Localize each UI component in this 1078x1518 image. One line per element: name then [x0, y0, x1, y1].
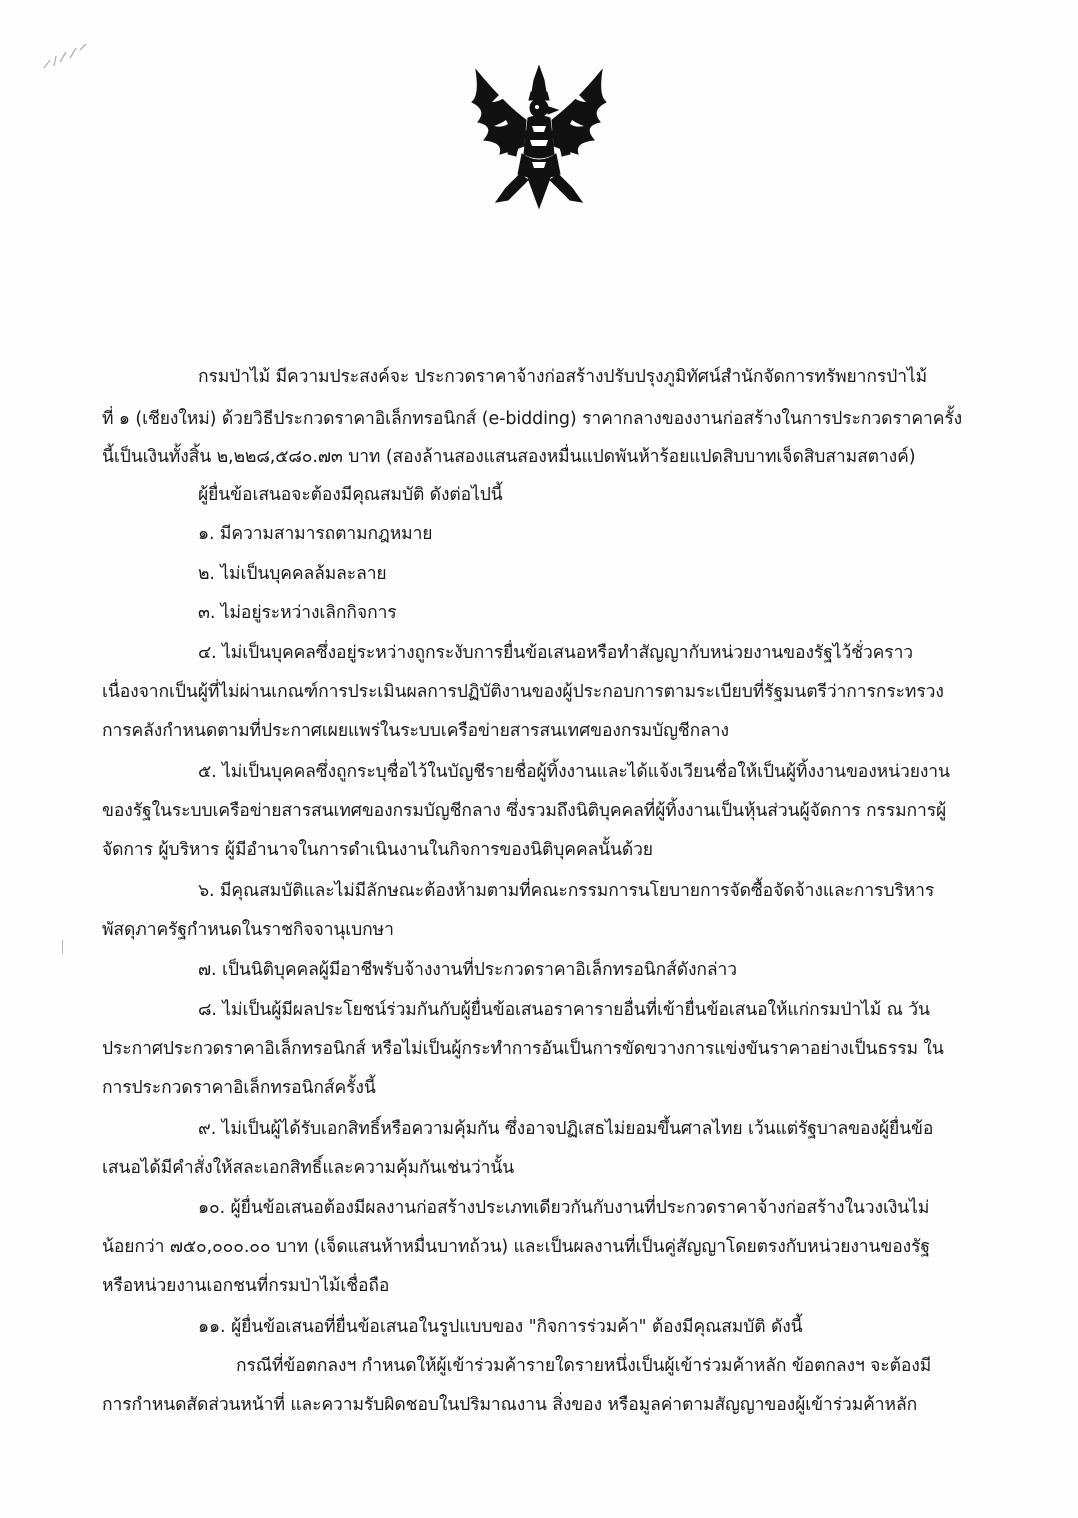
scan-mark-icon: [36, 38, 96, 78]
qualification-item-10-line-3: หรือหน่วยงานเอกชนที่กรมป่าไม้เชื่อถือ: [102, 1276, 390, 1296]
qualification-item-9-line-2: เสนอได้มีคำสั่งให้สละเอกสิทธิ์และความคุ้มกันเช่นว่านั้น: [102, 1158, 515, 1178]
intro-line-1: กรมป่าไม้ มีความประสงค์จะ ประกวดราคาจ้างก่อสร้างปรับปรุงภูมิทัศน์สำนักจัดการทรัพยากรป่าไม้: [198, 367, 928, 387]
qualification-item-8-line-1: ๘. ไม่เป็นผู้มีผลประโยชน์ร่วมกันกับผู้ยื่นข้อเสนอราคารายอื่นที่เข้ายื่นข้อเสนอให้แก่กรมป่าไม้ ณ วัน: [198, 1000, 930, 1020]
qualification-item-5-line-2: ของรัฐในระบบเครือข่ายสารสนเทศของกรมบัญชีกลาง ซึ่งรวมถึงนิติบุคคลที่ผู้ทิ้งงานเป็นหุ้นส่วนผู้จัดการ กรรมการผู้: [102, 801, 947, 821]
subject-line-1: [0, 258, 1078, 282]
subject-line-2: [0, 296, 1078, 320]
joint-venture-line-2: การกำหนดสัดส่วนหน้าที่ และความรับผิดชอบในปริมาณงาน สิ่งของ หรือมูลค่าตามสัญญาของผู้เข้าร่วมค้าหลัก: [102, 1395, 918, 1415]
garuda-emblem-icon: [462, 62, 616, 212]
qualification-item-5-line-3: จัดการ ผู้บริหาร ผู้มีอำนาจในการดำเนินงานในกิจการของนิติบุคคลนั้นด้วย: [102, 840, 653, 860]
qualification-item-6-line-2: พัสดุภาครัฐกำหนดในราชกิจจานุเบกษา: [102, 920, 394, 940]
qualification-item-6-line-1: ๖. มีคุณสมบัติและไม่มีลักษณะต้องห้ามตามที่คณะกรรมการนโยบายการจัดซื้อจัดจ้างและการบริหาร: [198, 881, 935, 901]
qualification-item-2: ๒. ไม่เป็นบุคคลล้มละลาย: [198, 564, 387, 584]
scan-margin-mark: [62, 940, 63, 954]
qualification-item-7: ๗. เป็นนิติบุคคลผู้มีอาชีพรับจ้างงานที่ประกวดราคาอิเล็กทรอนิกส์ดังกล่าว: [198, 960, 737, 980]
qualification-heading: ผู้ยื่นข้อเสนอจะต้องมีคุณสมบัติ ดังต่อไปนี้: [198, 485, 503, 505]
qualification-item-10-line-2: น้อยกว่า ๗๕๐,๐๐๐.๐๐ บาท (เจ็ดแสนห้าหมื่นบาทถ้วน) และเป็นผลงานที่เป็นคู่สัญญาโดยตรงกับหน่วยงานของรัฐ: [102, 1237, 930, 1257]
qualification-item-1: ๑. มีความสามารถตามกฎหมาย: [198, 524, 433, 544]
intro-line-2: ที่ ๑ (เชียงใหม่) ด้วยวิธีประกวดราคาอิเล็กทรอนิกส์ (e-bidding) ราคากลางของงานก่อสร้างในการประกวดราคาครั้ง: [102, 409, 963, 429]
qualification-item-4-line-3: การคลังกำหนดตามที่ประกาศเผยแพร่ในระบบเครือข่ายสารสนเทศของกรมบัญชีกลาง: [102, 721, 729, 741]
qualification-item-10-line-1: ๑๐. ผู้ยื่นข้อเสนอต้องมีผลงานก่อสร้างประเภทเดียวกันกับงานที่ประกวดราคาจ้างก่อสร้างในวงเงินไม่: [198, 1198, 930, 1218]
qualification-item-5-line-1: ๕. ไม่เป็นบุคคลซึ่งถูกระบุชื่อไว้ในบัญชีรายชื่อผู้ทิ้งงานและได้แจ้งเวียนชื่อให้เป็นผู้ทิ้งงานของหน่วยงาน: [198, 762, 950, 782]
joint-venture-line-1: กรณีที่ข้อตกลงฯ กำหนดให้ผู้เข้าร่วมค้ารายใดรายหนึ่งเป็นผู้เข้าร่วมค้าหลัก ข้อตกลงฯ จะต้องมี: [236, 1356, 932, 1376]
qualification-item-9-line-1: ๙. ไม่เป็นผู้ได้รับเอกสิทธิ์หรือความคุ้มกัน ซึ่งอาจปฏิเสธไม่ยอมขึ้นศาลไทย เว้นแต่รัฐบาลของผู้ยื่นข้อ: [198, 1119, 934, 1139]
qualification-item-11: ๑๑. ผู้ยื่นข้อเสนอที่ยื่นข้อเสนอในรูปแบบของ "กิจการร่วมค้า" ต้องมีคุณสมบัติ ดังนี้: [198, 1317, 803, 1337]
qualification-item-4-line-1: ๔. ไม่เป็นบุคคลซึ่งอยู่ระหว่างถูกระงับการยื่นข้อเสนอหรือทำสัญญากับหน่วยงานของรัฐไว้ชั่วคราว: [198, 643, 914, 663]
qualification-item-4-line-2: เนื่องจากเป็นผู้ที่ไม่ผ่านเกณฑ์การประเมินผลการปฏิบัติงานของผู้ประกอบการตามระเบียบที่รัฐมนตรีว่าการกระทรวง: [102, 682, 944, 702]
intro-line-3: นี้เป็นเงินทั้งสิ้น ๒,๒๒๘,๕๘๐.๗๓ บาท (สองล้านสองแสนสองหมื่นแปดพันห้าร้อยแปดสิบบาทเจ็ดสิบสามสตางค์): [102, 447, 916, 467]
qualification-item-8-line-2: ประกาศประกวดราคาอิเล็กทรอนิกส์ หรือไม่เป็นผู้กระทำการอันเป็นการขัดขวางการแข่งขันราคาอย่างเป็นธรรม ใน: [102, 1039, 944, 1059]
qualification-item-8-line-3: การประกวดราคาอิเล็กทรอนิกส์ครั้งนี้: [102, 1078, 376, 1098]
qualification-item-3: ๓. ไม่อยู่ระหว่างเลิกกิจการ: [198, 603, 397, 623]
announcement-title: [0, 222, 1078, 246]
